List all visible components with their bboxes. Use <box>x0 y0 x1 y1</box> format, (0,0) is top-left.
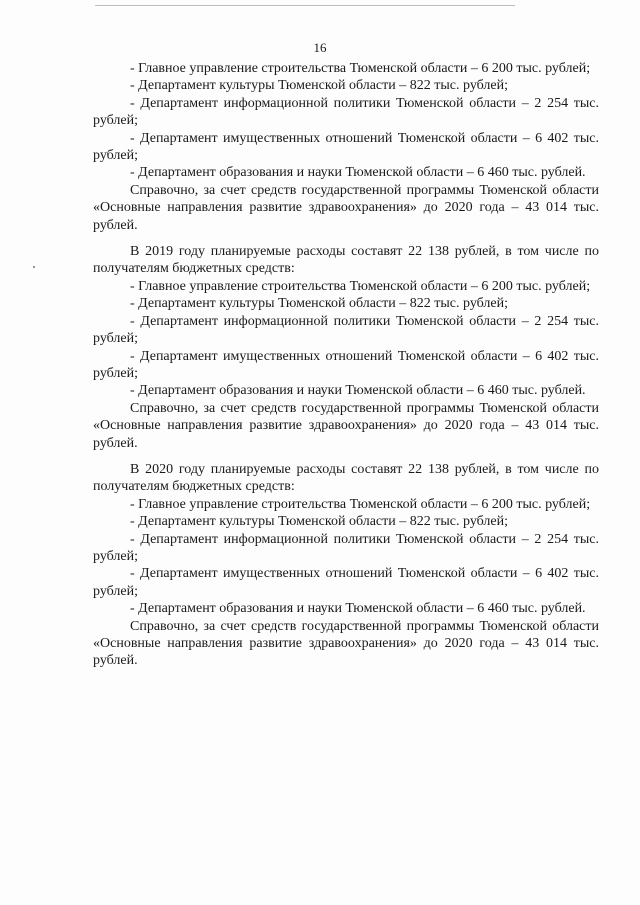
budget-item <box>93 278 599 295</box>
text-line: - Департамент информационной политики Тюменской области – 2 254 тыс. <box>130 313 599 329</box>
text-line: - Главное управление строительства Тюменской области – 6 200 тыс. рублей; <box>130 278 591 294</box>
budget-item <box>93 600 599 617</box>
budget-item <box>93 164 599 181</box>
reference-note <box>93 618 599 670</box>
budget-item <box>93 60 599 77</box>
text-line: В 2019 году планируемые расходы составят 22 138 рублей, в том числе по <box>130 244 599 260</box>
text-line: «Основные направления развитие здравоохранения» до 2020 года – 43 014 тыс. <box>93 636 599 651</box>
text-line: - Департамент образования и науки Тюменской области – 6 460 тыс. рублей. <box>130 601 586 617</box>
text-line: - Департамент информационной политики Тюменской области – 2 254 тыс. <box>130 95 599 111</box>
text-line: рублей. <box>93 217 138 233</box>
text-line: В 2020 году планируемые расходы составят 22 138 рублей, в том числе по <box>130 461 599 477</box>
budget-item <box>93 565 599 600</box>
text-line: рублей; <box>93 113 138 129</box>
text-line: рублей; <box>93 331 138 347</box>
text-line: - Департамент культуры Тюменской области – 822 тыс. рублей; <box>130 78 508 94</box>
text-line: - Департамент образования и науки Тюменской области – 6 460 тыс. рублей. <box>130 165 586 181</box>
text-line: рублей; <box>93 365 138 381</box>
budget-item <box>93 130 599 165</box>
budget-item <box>93 77 599 94</box>
text-line: - Департамент имущественных отношений Тюменской области – 6 402 тыс. <box>130 130 599 146</box>
reference-note <box>93 400 599 452</box>
scan-speck <box>33 266 35 268</box>
text-line: - Главное управление строительства Тюменской области – 6 200 тыс. рублей; <box>130 61 591 76</box>
text-line: Справочно, за счет средств государственной программы Тюменской области <box>130 400 599 416</box>
text-line: «Основные направления развитие здравоохранения» до 2020 года – 43 014 тыс. <box>93 418 599 434</box>
text-line: получателям бюджетных средств: <box>93 261 295 277</box>
budget-item <box>93 513 599 530</box>
scan-edge-line <box>95 5 515 6</box>
budget-item <box>93 348 599 383</box>
reference-note <box>93 182 599 234</box>
text-line: - Департамент культуры Тюменской области – 822 тыс. рублей; <box>130 514 508 530</box>
text-line: - Департамент имущественных отношений Тюменской области – 6 402 тыс. <box>130 566 599 582</box>
budget-item <box>93 531 599 566</box>
section-intro <box>93 461 599 496</box>
text-line: рублей; <box>93 583 138 599</box>
budget-item <box>93 95 599 130</box>
section-intro <box>93 243 599 278</box>
budget-item <box>93 295 599 312</box>
text-line: «Основные направления развитие здравоохранения» до 2020 года – 43 014 тыс. <box>93 200 599 216</box>
text-line: рублей; <box>93 148 138 164</box>
document-body <box>93 60 599 670</box>
text-line: рублей; <box>93 548 138 564</box>
budget-item <box>93 313 599 348</box>
text-line: Справочно, за счет средств государственной программы Тюменской области <box>130 618 599 634</box>
text-line: - Департамент информационной политики Тюменской области – 2 254 тыс. <box>130 531 599 547</box>
text-line: рублей. <box>93 435 138 451</box>
text-line: - Департамент имущественных отношений Тюменской области – 6 402 тыс. <box>130 348 599 364</box>
budget-item <box>93 496 599 513</box>
text-line: получателям бюджетных средств: <box>93 479 295 495</box>
page-number: 16 <box>313 40 327 55</box>
text-line: - Департамент культуры Тюменской области – 822 тыс. рублей; <box>130 296 508 312</box>
section-gap <box>93 234 599 243</box>
budget-item <box>93 382 599 399</box>
text-line: - Департамент образования и науки Тюменской области – 6 460 тыс. рублей. <box>130 383 586 399</box>
section-gap <box>93 452 599 461</box>
text-line: рублей. <box>93 653 138 669</box>
text-line: Справочно, за счет средств государственной программы Тюменской области <box>130 182 599 198</box>
text-line: - Главное управление строительства Тюменской области – 6 200 тыс. рублей; <box>130 496 591 512</box>
